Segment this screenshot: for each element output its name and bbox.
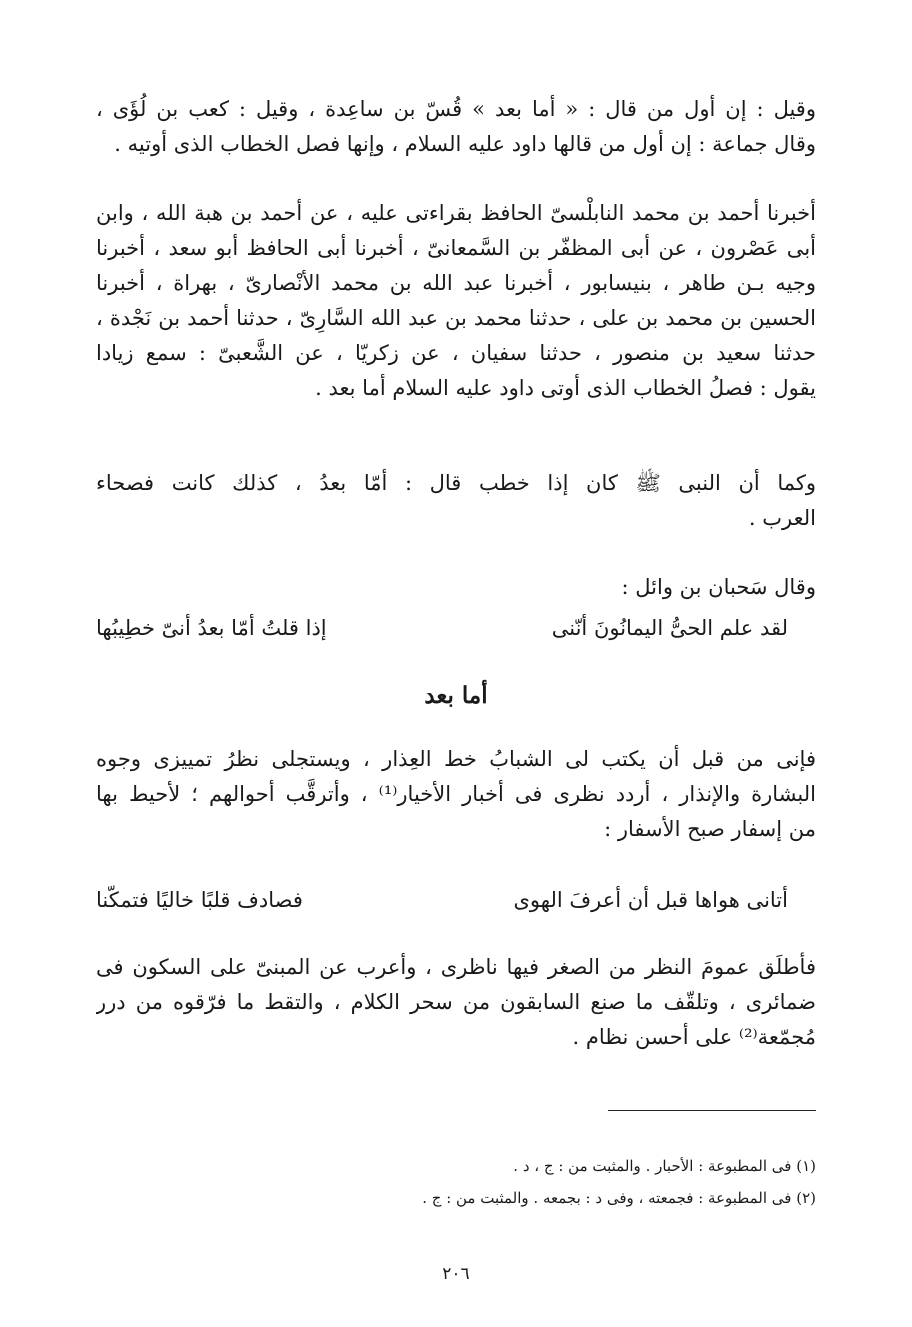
footnotes (96, 1150, 816, 1214)
text-line: الحسين بن محمد بن على ، حدثنا محمد بن عبد الله السَّارِىّ ، حدثنا أحمد بن نَجْدة ، (96, 306, 816, 330)
paragraph-first-saying (96, 92, 816, 162)
paragraph-youth (96, 742, 816, 847)
text-line: أبى عَصْرون ، عن أبى المظفّر بن السَّمعانىّ ، أخبرنا أبى الحافظ أبو سعد ، أخبرنا (96, 236, 816, 260)
text-line: وقال جماعة : إن أول من قالها داود عليه السلام ، وإنها فصل الخطاب الذى أوتيه . (114, 132, 816, 156)
text-line: من إسفار صبح الأسفار : (604, 817, 816, 841)
text-line: البشارة والإنذار ، أردد نظرى فى أخبار الأخيار⁽¹⁾ ، وأترقَّب أحوالهم ؛ لأحيط بها (96, 782, 816, 806)
paragraph-prophet (96, 466, 816, 536)
footnote-separator (608, 1110, 816, 1111)
footnote-2: (٢) فى المطبوعة : فجمعته ، وفى د : بجمعه . والمثبت من : ج . (422, 1189, 816, 1207)
text-line: وجيه بـن طاهر ، بنيسابور ، أخبرنا عبد الله بن محمد الأنْصارىّ ، بهراة ، أخبرنا (96, 271, 816, 295)
verse-love (96, 882, 816, 918)
verse-intro (96, 570, 816, 605)
text-line: يقول : فصلُ الخطاب الذى أوتى داود عليه السلام أما بعد . (315, 376, 816, 400)
paragraph-gaze (96, 950, 816, 1055)
text-line: فأطلَق عمومَ النظر من الصغر فيها ناظرى ، وأعرب عن المبنىّ على السكون فى (96, 955, 816, 979)
text-line: وقال سَحبان بن وائل : (621, 575, 816, 599)
verse-second-hemistich: إذا قلتُ أمّا بعدُ أنىّ خطِيبُها (96, 616, 327, 640)
text-line: ضمائرى ، وتلقّف ما صنع السابقون من سحر الكلام ، والتقط ما فرّقوه من درر (96, 990, 816, 1014)
paragraph-isnad (96, 196, 816, 406)
verse-sahban (96, 610, 816, 646)
page-number: ٢٠٦ (442, 1264, 470, 1284)
section-heading: أما بعد (424, 682, 488, 709)
text-line: فإنى من قبل أن يكتب لى الشبابُ خط العِذار ، ويستجلى نظرُ تمييزى وجوه (96, 747, 816, 771)
text-line: وقيل : إن أول من قال : « أما بعد » قُسّ بن ساعِدة ، وقيل : كعب بن لُؤَى ، (96, 97, 816, 121)
text-line: حدثنا سعيد بن منصور ، حدثنا سفيان ، عن زكريّا ، عن الشَّعبىّ : سمع زيادا (96, 341, 816, 365)
verse-first-hemistich: لقد علم الحىُّ اليمانُونَ أنّنى (551, 616, 788, 640)
footnote-1: (١) فى المطبوعة : الأحبار . والمثبت من : ج ، د . (513, 1157, 816, 1175)
verse-second-hemistich: فصادف قلبًا خاليًا فتمكّنا (96, 888, 303, 912)
verse-first-hemistich: أتانى هواها قبل أن أعرفَ الهوى (513, 888, 788, 912)
text-line: أخبرنا أحمد بن محمد النابلْسىّ الحافظ بقراءتى عليه ، عن أحمد بن هبة الله ، وابن (96, 201, 816, 225)
text-line: مُجمّعة⁽²⁾ على أحسن نظام . (572, 1025, 816, 1049)
text-line: وكما أن النبى ﷺ كان إذا خطب قال : أمّا بعدُ ، كذلك كانت فصحاء (96, 471, 816, 495)
text-line: العرب . (748, 506, 816, 530)
